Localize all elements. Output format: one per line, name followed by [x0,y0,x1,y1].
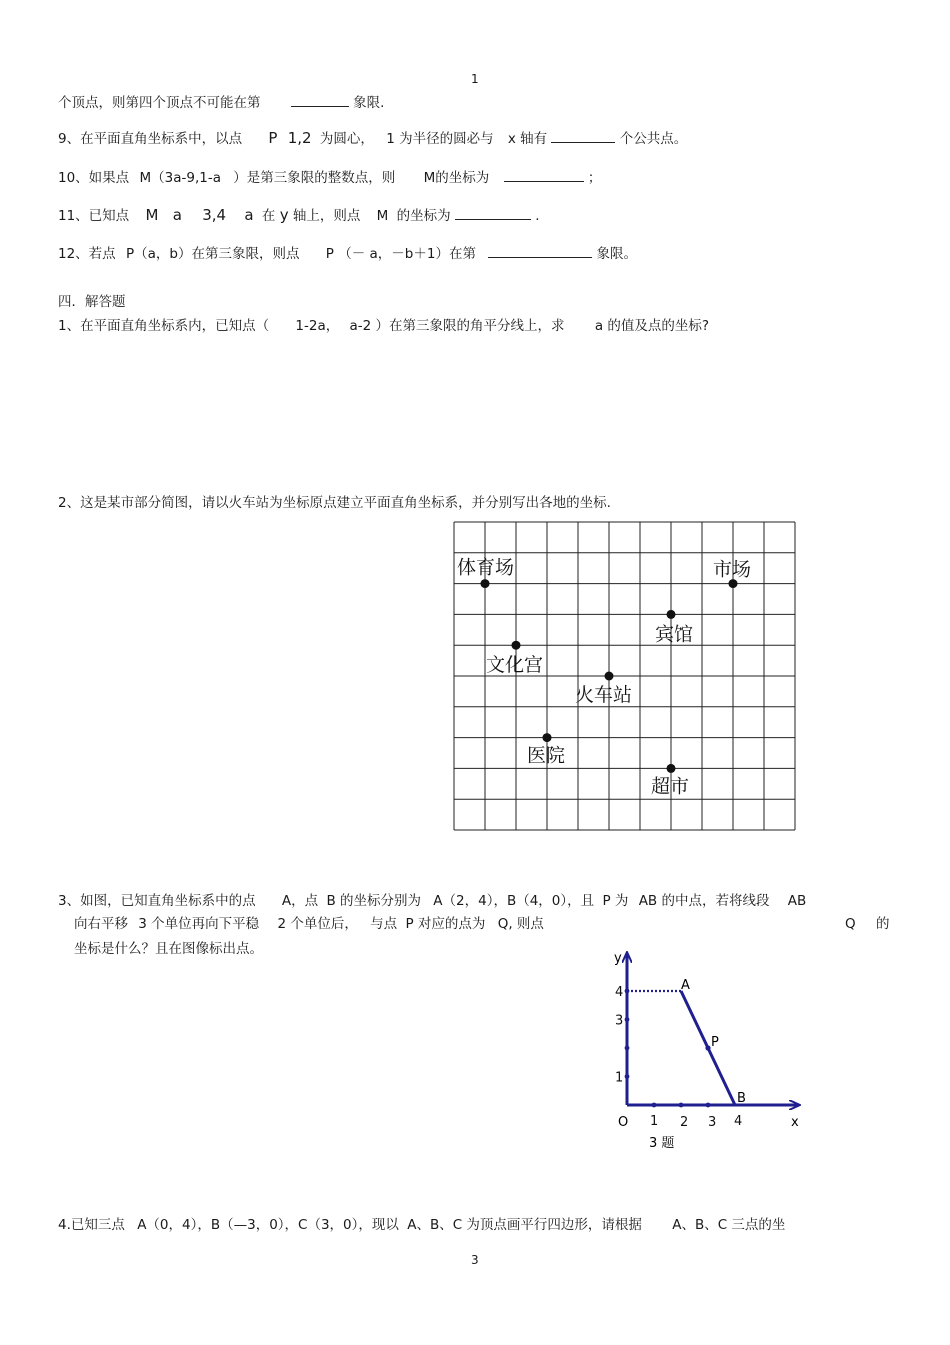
q11-text-a: 11、已知点 [58,208,130,224]
q11-text-g: y [279,206,289,224]
q12-answer-blank[interactable] [488,243,592,258]
p3-text-1e: P 为 [602,893,629,909]
map-place-dot [605,672,614,681]
x-tick-dot [706,1103,711,1108]
y-tick-dot [625,1017,630,1022]
q9-text-g: 个公共点。 [619,131,688,147]
question-10 [58,167,601,187]
q9-text-b: P [268,129,278,147]
x-tick-label: 2 [680,1115,689,1130]
x-tick-label: 4 [734,1114,743,1129]
section-heading: 四．解答题 [58,294,126,310]
p4-text-b: A（0，4），B（—3，0），C（3，0），现以 [137,1217,399,1233]
q10-text-e: ； [587,170,602,186]
x-tick-dot [652,1103,657,1108]
y-tick-label: 3 [615,1013,624,1029]
x-tick-label: 1 [650,1114,659,1129]
q11-text-h: 轴上，则点 [292,208,361,224]
point-a-label: A [681,978,690,993]
p3-text-1f: AB 的中点，若将线段 [638,893,770,909]
map-place-dot [543,733,552,742]
p3-text-2f: Q, 则点 [497,916,544,932]
problem-3-q-label: Q [845,916,856,932]
p3-text-2a: 向右平移 [74,916,128,932]
q11-text-c: a [172,206,182,224]
p3-text-2d: 与点 [370,916,398,932]
q8-answer-blank[interactable] [291,92,349,107]
figure-3-coordinate-plot [605,945,815,1155]
map-place-label: 宾馆 [655,623,694,646]
problem-3-line-1 [58,892,806,910]
figure-3-caption: 3 题 [649,1136,675,1151]
p3-text-1c: B 的坐标分别为 [326,893,421,909]
q12-text-a: 12、若点 [58,246,116,262]
q12-text-b: P（a，b）在第三象限，则点 [125,246,300,262]
map-place-dot [667,610,676,619]
origin-label: O [618,1115,629,1130]
q12-text-e: 象限。 [596,246,638,262]
problem-1 [58,317,709,335]
q9-text-f: x 轴有 [507,131,548,147]
map-place-label: 体育场 [457,556,515,579]
q9-text-a: 9、在平面直角坐标系中，以点 [58,131,243,147]
q9-text-d: 为圆心， [319,131,374,147]
problem-2: 2、这是某市部分简图，请以火车站为坐标原点建立平面直角坐标系，并分别写出各地的坐标. [58,495,611,511]
footer-page-number: 3 [471,1253,479,1267]
y-tick-label: 1 [615,1070,624,1086]
q11-text-k: . [535,208,540,224]
question-9 [58,128,687,148]
header-page-number: 1 [471,72,479,86]
p1-text-c: a-2 ）在第三象限的角平分线上，求 [349,318,565,334]
p3-text-2b: 3 个单位再向下平稳 [138,916,260,932]
city-map-grid [450,518,800,834]
p4-text-a: 4.已知三点 [58,1217,125,1233]
problem-3-line-2 [74,915,544,933]
q12-text-c: P [325,246,334,262]
x-tick-dot [679,1103,684,1108]
map-place-dot [481,579,490,588]
p4-text-c: A、B、C 为顶点画平行四边形，请根据 [407,1217,642,1233]
point-b-label: B [737,1091,746,1106]
y-tick-label: 4 [615,985,624,1000]
q11-answer-blank[interactable] [455,205,531,220]
x-tick-label: 3 [708,1115,717,1130]
map-place-label: 文化宫 [486,654,544,677]
q10-answer-blank[interactable] [504,167,584,182]
q11-text-e: a [244,206,254,224]
q10-text-a: 10、如果点 [58,170,130,186]
y-axis-label: y [614,951,622,966]
q11-text-d: 3,4 [202,206,227,224]
q10-text-c: ）是第三象限的整数点，则 [233,170,396,186]
p3-text-1b: A，点 [281,893,319,909]
q9-text-e: 1 为半径的圆必与 [386,131,494,147]
x-axis-label: x [791,1115,799,1130]
map-place-label: 火车站 [575,684,633,706]
q8-text-a: 个顶点，则第四个顶点不可能在第 [58,95,261,111]
q10-text-d: M的坐标为 [423,170,490,186]
p3-text-2e: P 对应的点为 [405,916,486,932]
p1-text-b: 1-2a， [295,318,340,334]
q11-text-b: M [145,206,159,224]
q9-text-c: 1,2 [287,129,312,147]
point-p [705,1045,710,1050]
q8-continuation [58,92,384,112]
map-places [457,557,751,798]
p4-text-d: A、B、C 三点的坐 [672,1217,786,1233]
map-place-label: 医院 [527,744,566,767]
y-tick-dot [625,1074,630,1079]
problem-4 [58,1216,785,1234]
figure-3-ticks [615,985,742,1130]
point-p-label: P [711,1035,719,1050]
problem-3-line-3: 坐标是什么？且在图像标出点。 [74,941,263,957]
map-place-label: 市场 [713,558,752,581]
q12-text-d: （－ a，－b＋1）在第 [338,246,476,262]
p1-text-a: 1、在平面直角坐标系内，已知点（ [58,318,270,334]
p1-text-d: a 的值及点的坐标? [594,318,710,334]
map-place-label: 超市 [651,775,690,798]
problem-3-de: 的 [876,916,890,932]
p3-text-1a: 3、如图，已知直角坐标系中的点 [58,893,256,909]
p3-text-1g: AB [787,893,807,909]
q11-text-j: 的坐标为 [396,208,451,224]
p3-text-2c: 2 个单位后， [277,916,358,932]
y-tick-dot [625,989,630,994]
q8-text-b: 象限. [353,95,385,111]
question-12 [58,243,637,263]
q11-text-i: M [376,208,389,224]
question-11 [58,205,540,225]
map-place-dot [512,641,521,650]
q9-answer-blank[interactable] [551,128,615,143]
y-tick-dot [625,1046,630,1051]
map-place-dot [667,764,676,773]
p3-text-1d: A（2，4），B（4，0），且 [433,893,595,909]
q11-text-f: 在 [261,208,276,224]
q10-text-b: M（3a-9,1-a [139,170,221,186]
